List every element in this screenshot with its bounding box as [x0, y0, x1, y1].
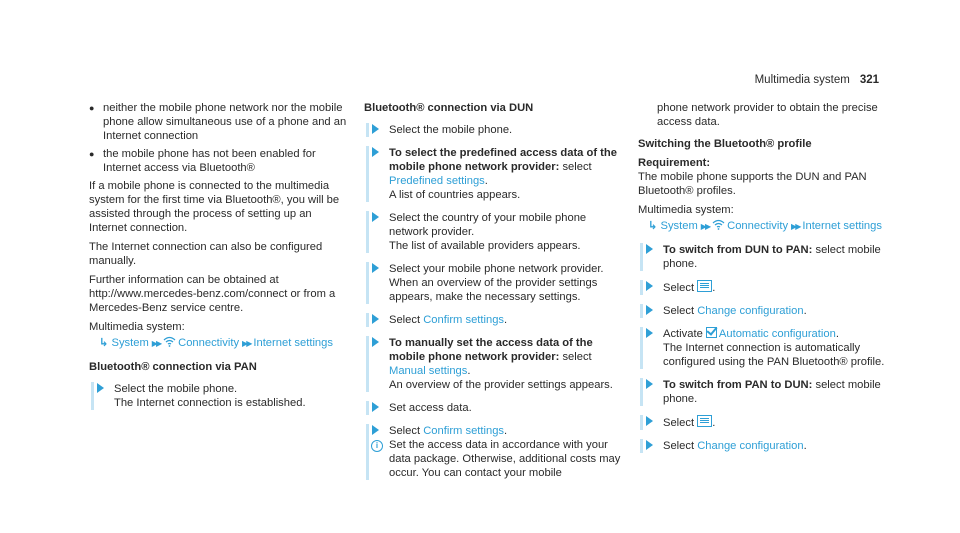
nav-connectivity[interactable]: Connectivity [727, 220, 789, 232]
manual-settings-link[interactable]: Manual settings [389, 365, 468, 377]
step-item: To manually set the access data of the mobile phone network provider: select Manual settings. An overview of the provider settings appears. [366, 336, 626, 392]
step-item: To switch from PAN to DUN: select mobile phone. [640, 378, 900, 406]
switch-heading: Switching the Bluetooth® profile [638, 138, 812, 150]
step-item: Select Change configuration. [640, 304, 900, 318]
arrow-right-icon [646, 379, 653, 389]
note-continued: phone network provider to obtain the precise access data. [657, 102, 878, 128]
nav-connectivity[interactable]: Connectivity [178, 337, 240, 349]
step-item: Select . [640, 280, 900, 295]
paragraph: If a mobile phone is connected to the multimedia system for the first time via Bluetooth®, you will be assisted through the process of setting up an Internet connection. [89, 180, 340, 234]
nav-path [89, 336, 347, 351]
column-2 [364, 101, 626, 480]
confirm-settings-link[interactable]: Confirm settings [423, 314, 505, 326]
change-configuration-link[interactable]: Change configuration [697, 305, 804, 317]
column-3 [638, 101, 900, 462]
paragraph: Further information can be obtained at http://www.mercedes-benz.com/connect or from a Mercedes-Benz service centre. [89, 274, 336, 314]
checkbox-icon[interactable] [706, 327, 717, 338]
predefined-settings-link[interactable]: Predefined settings [389, 175, 485, 187]
step-item: Select the mobile phone. The Internet connection is established. [91, 382, 347, 410]
arrow-right-icon [646, 281, 653, 291]
nav-system[interactable]: System [660, 220, 698, 232]
step-item: Select your mobile phone network provider. When an overview of the provider settings appears, make the necessary settings. [366, 262, 626, 304]
automatic-configuration-link[interactable]: Automatic configuration [718, 328, 836, 340]
arrow-right-icon [646, 328, 653, 338]
arrow-right-icon [372, 314, 379, 324]
arrow-right-icon [646, 416, 653, 426]
bullet-icon: ● [89, 149, 95, 159]
nav-internet-settings[interactable]: Internet settings [253, 337, 333, 349]
menu-icon[interactable] [697, 415, 712, 427]
wifi-icon [712, 219, 725, 230]
info-icon: i [371, 440, 383, 452]
nav-internet-settings[interactable]: Internet settings [802, 220, 882, 232]
paragraph: The Internet connection can also be configured manually. [89, 241, 323, 267]
wifi-icon [163, 336, 176, 347]
arrow-right-icon [646, 440, 653, 450]
chevron-right-icon: ▶▶ [791, 222, 800, 231]
arrow-right-icon [646, 305, 653, 315]
arrow-right-icon [97, 383, 104, 393]
arrow-right-icon [372, 337, 379, 347]
chevron-right-icon: ▶▶ [700, 222, 710, 231]
step-item: To switch from DUN to PAN: select mobile phone. [640, 243, 900, 271]
confirm-settings-link[interactable]: Confirm settings [423, 425, 505, 437]
nav-system[interactable]: System [111, 337, 149, 349]
step-item: Select Change configuration. [640, 439, 900, 453]
step-item: Select Confirm settings. i Set the access data in accordance with your data package. Otherwise, additional costs may occur. You can contact your mobile [366, 424, 626, 480]
step-item: Select Confirm settings. [366, 313, 626, 327]
pan-heading: Bluetooth® connection via PAN [89, 361, 257, 373]
arrow-right-icon [372, 425, 379, 435]
step-item: Activate Automatic configuration. The Internet connection is automatically configured using the PAN Bluetooth® profile. [640, 327, 900, 369]
multimedia-system-label: Multimedia system: [89, 321, 185, 333]
change-configuration-link[interactable]: Change configuration [697, 440, 804, 452]
requirement: Requirement: The mobile phone supports the DUN and PAN Bluetooth® profiles. [638, 157, 867, 197]
return-arrow-icon: ↳ [648, 220, 658, 232]
bullet-item: ● neither the mobile phone network nor the mobile phone allow simultaneous use of a phone and an Internet connection [89, 102, 347, 142]
page-header [755, 73, 879, 87]
step-item: Set access data. [366, 401, 626, 415]
column-1 [89, 101, 347, 419]
dun-heading: Bluetooth® connection via DUN [364, 102, 534, 114]
arrow-right-icon [372, 402, 379, 412]
step-item: Select . [640, 415, 900, 430]
menu-icon[interactable] [697, 280, 712, 292]
arrow-right-icon [372, 212, 379, 222]
page-number: 321 [859, 74, 879, 86]
step-item: Select the mobile phone. [366, 123, 626, 137]
arrow-right-icon [372, 147, 379, 157]
bullet-item: ● the mobile phone has not been enabled for Internet access via Bluetooth® [89, 148, 316, 174]
bullet-icon: ● [89, 103, 95, 113]
section-title: Multimedia system [754, 74, 850, 86]
nav-path [638, 219, 900, 234]
step-item: To select the predefined access data of the mobile phone network provider: select Predefined settings. A list of countries appears. [366, 146, 626, 202]
return-arrow-icon: ↳ [99, 337, 109, 349]
note-text: Set the access data in accordance with your data package. Otherwise, additional costs may occur. You can contact your mobile [389, 439, 621, 479]
chevron-right-icon: ▶▶ [151, 339, 161, 348]
multimedia-system-label: Multimedia system: [638, 204, 734, 216]
step-item: Select the country of your mobile phone network provider. The list of available providers appears. [366, 211, 626, 253]
arrow-right-icon [372, 124, 379, 134]
chevron-right-icon: ▶▶ [242, 339, 251, 348]
arrow-right-icon [646, 244, 653, 254]
arrow-right-icon [372, 263, 379, 273]
